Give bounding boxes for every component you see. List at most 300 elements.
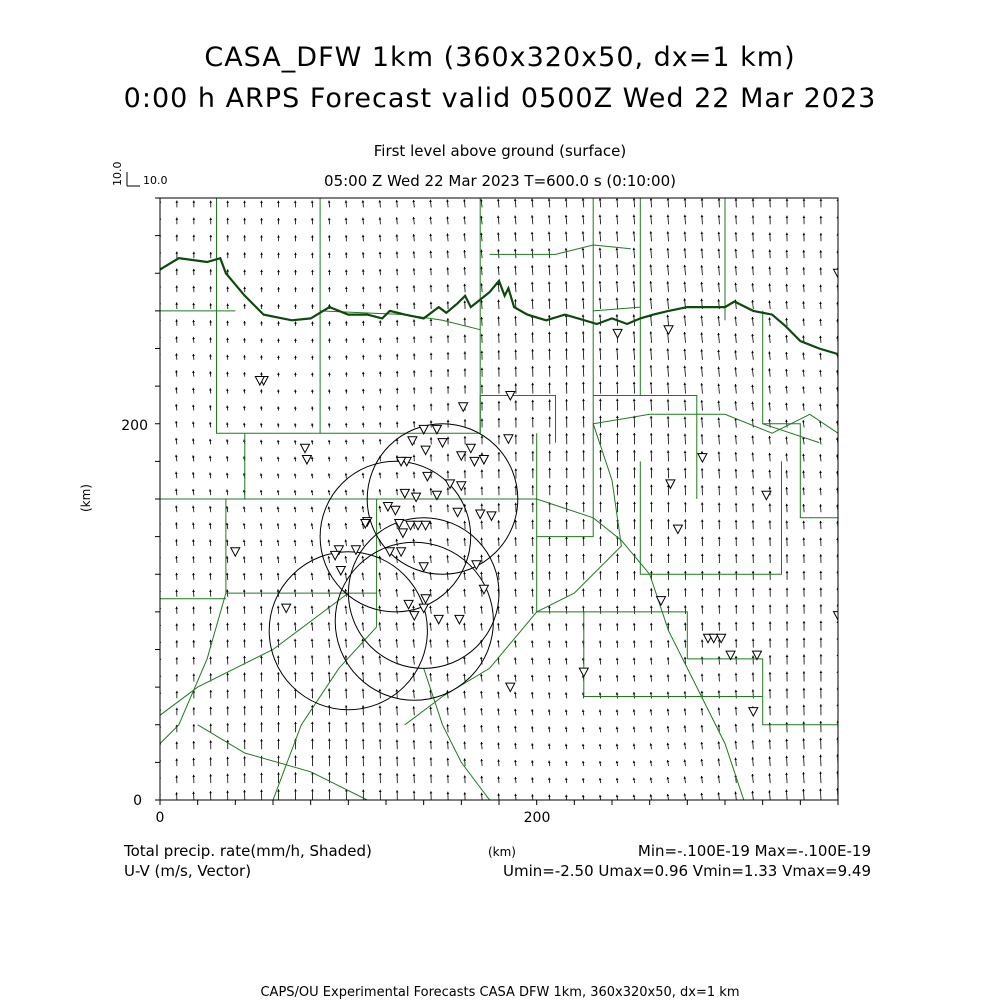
wind-vector-head	[531, 299, 534, 301]
wind-vector-head	[447, 335, 450, 337]
wind-vector-head	[650, 675, 653, 677]
wind-vector-head	[345, 355, 348, 357]
wind-vector-head	[463, 640, 466, 642]
wind-vector-head	[616, 298, 619, 300]
wind-vector-head	[192, 235, 195, 237]
wind-vector-head	[361, 622, 364, 624]
wind-vector-head	[260, 338, 263, 340]
wind-vector-head	[514, 383, 517, 385]
wind-vector-head	[514, 469, 517, 471]
wind-vector-head	[718, 232, 721, 234]
wind-vector-head	[396, 234, 399, 236]
wind-vector-head	[752, 537, 755, 539]
wind-vector-head	[192, 523, 195, 525]
wind-vector-head	[785, 352, 788, 354]
wind-vector-head	[379, 217, 382, 219]
wind-vector-head	[480, 725, 483, 727]
wind-vector-head	[209, 303, 212, 305]
wind-vector-head	[735, 690, 738, 692]
wind-vector-head	[328, 672, 331, 674]
wind-vector-head	[260, 321, 263, 323]
wind-vector-head	[785, 756, 788, 758]
wind-vector-head	[294, 373, 297, 375]
wind-vector-head	[752, 672, 755, 674]
wind-vector-head	[328, 253, 331, 255]
wind-vector-head	[379, 388, 382, 390]
wind-vector-head	[599, 416, 602, 418]
wind-vector-head	[650, 348, 653, 350]
wind-vector-head	[497, 726, 500, 728]
wind-vector-head	[599, 365, 602, 367]
wind-vector-head	[752, 503, 755, 505]
wind-vector-head	[515, 434, 518, 436]
wind-vector-head	[430, 420, 433, 422]
wind-vector-head	[294, 722, 297, 724]
wind-vector-head	[396, 286, 399, 288]
wind-vector-head	[751, 249, 754, 251]
wind-vector-head	[633, 450, 636, 452]
wind-vector-head	[497, 367, 500, 369]
wind-vector-head	[633, 314, 636, 316]
wind-vector-head	[752, 554, 755, 556]
wind-vector-head	[599, 450, 602, 452]
wind-vector-head	[464, 436, 467, 438]
wind-vector-head	[684, 215, 687, 217]
wind-vector-head	[429, 234, 432, 236]
wind-vector-head	[379, 371, 382, 373]
wind-vector-head	[209, 540, 212, 542]
wind-vector-head	[362, 235, 365, 237]
wind-vector-head	[786, 705, 789, 707]
station-marker	[698, 454, 707, 463]
wind-vector-head	[616, 281, 619, 283]
wind-vector-head	[701, 554, 704, 556]
wind-vector-head	[684, 674, 687, 676]
wind-vector-head	[429, 724, 432, 726]
wind-vector-head	[311, 218, 314, 220]
wind-vector-head	[497, 333, 500, 335]
wind-vector-head	[362, 372, 365, 374]
wind-vector-head	[294, 789, 297, 791]
wind-vector-head	[294, 772, 297, 774]
wind-vector-head	[548, 298, 551, 300]
wind-vector-head	[667, 536, 670, 538]
wind-vector-head	[667, 726, 670, 728]
station-marker	[664, 326, 673, 335]
wind-vector-head	[176, 201, 179, 203]
wind-vector-head	[718, 588, 721, 590]
wind-vector-head	[803, 604, 806, 606]
wind-vector-head	[362, 739, 365, 741]
wind-vector-head	[734, 350, 737, 352]
wind-vector-head	[481, 385, 484, 387]
wind-vector-head	[616, 658, 619, 660]
wind-vector-head	[192, 741, 195, 743]
wind-vector-head	[717, 384, 720, 386]
wind-vector-head	[396, 354, 399, 356]
wind-vector-head	[717, 367, 720, 369]
wind-vector-head	[209, 337, 212, 339]
wind-vector-head	[480, 776, 483, 778]
wind-vector-head	[430, 774, 433, 776]
wind-vector-head	[701, 232, 704, 234]
wind-vector-head	[616, 450, 619, 452]
wind-vector-head	[294, 672, 297, 674]
wind-vector-head	[192, 472, 195, 474]
wind-vector-head	[294, 218, 297, 220]
wind-vector-head	[531, 383, 534, 385]
wind-vector-head	[260, 201, 263, 203]
wind-vector-head	[497, 760, 500, 762]
wind-vector-head	[616, 640, 619, 642]
wind-vector-head	[751, 740, 754, 742]
wind-vector-head	[277, 739, 280, 741]
wind-vector-head	[192, 218, 195, 220]
wind-vector-head	[481, 368, 484, 370]
wind-vector-head	[497, 503, 500, 505]
wind-vector-head	[464, 351, 467, 353]
wind-vector-head	[412, 505, 415, 507]
wind-vector-head	[700, 742, 703, 744]
wind-vector-head	[447, 488, 450, 490]
wind-vector-head	[396, 773, 399, 775]
wind-vector-head	[514, 232, 517, 234]
wind-vector-head	[734, 792, 737, 794]
wind-vector-head	[599, 198, 602, 200]
wind-vector-head	[802, 403, 805, 405]
wind-vector-head	[650, 640, 653, 642]
wind-vector-head	[548, 623, 551, 625]
wind-vector-head	[277, 390, 280, 392]
wind-vector-head	[395, 639, 398, 641]
wind-vector-head	[717, 316, 720, 318]
wind-vector-head	[616, 248, 619, 250]
wind-vector-head	[209, 573, 212, 575]
wind-vector-head	[446, 200, 449, 202]
wind-vector-head	[209, 757, 212, 759]
wind-vector-head	[548, 232, 551, 234]
wind-vector-head	[226, 690, 229, 692]
wind-vector-head	[192, 252, 195, 254]
station-marker	[579, 668, 588, 677]
wind-vector-head	[785, 250, 788, 252]
wind-vector-head	[260, 253, 263, 255]
wind-vector-head	[751, 266, 754, 268]
wind-vector-head	[345, 406, 348, 408]
wind-vector-head	[565, 571, 568, 573]
wind-vector-head	[430, 791, 433, 793]
wind-vector-head	[819, 554, 822, 556]
wind-vector-head	[599, 248, 602, 250]
wind-vector-head	[395, 606, 398, 608]
wind-vector-head	[531, 282, 534, 284]
wind-vector-head	[820, 604, 823, 606]
station-marker	[400, 489, 409, 498]
wind-vector-head	[463, 691, 466, 693]
wind-vector-head	[328, 389, 331, 391]
wind-vector-head	[515, 452, 518, 454]
wind-vector-head	[446, 741, 449, 743]
wind-vector-head	[803, 199, 806, 201]
wind-vector-head	[752, 588, 755, 590]
wind-vector-head	[650, 231, 653, 233]
wind-vector-head	[565, 450, 568, 452]
wind-vector-head	[463, 623, 466, 625]
wind-vector-head	[734, 435, 737, 437]
station-marker	[749, 708, 758, 717]
wind-vector-head	[294, 270, 297, 272]
wind-vector-head	[819, 267, 822, 269]
wind-vector-head	[429, 200, 432, 202]
wind-vector-head	[412, 217, 415, 219]
wind-vector-head	[294, 201, 297, 203]
wind-vector-head	[582, 502, 585, 504]
wind-vector-head	[514, 199, 517, 201]
wind-vector-head	[599, 264, 602, 266]
wind-vector-head	[328, 473, 331, 475]
wind-vector-head	[565, 502, 568, 504]
wind-vector-head	[531, 451, 534, 453]
wind-vector-head	[803, 588, 806, 590]
wind-vector-head	[752, 232, 755, 234]
county-line	[480, 396, 555, 443]
wind-vector-head	[480, 504, 483, 506]
wind-vector-head	[243, 338, 246, 340]
wind-vector-head	[192, 354, 195, 356]
wind-vector-head	[650, 571, 653, 573]
wind-vector-head	[531, 232, 534, 234]
station-marker	[459, 403, 468, 412]
station-marker	[391, 506, 400, 515]
wind-vector-head	[548, 417, 551, 419]
wind-vector-head	[362, 218, 365, 220]
wind-vector-head	[582, 416, 585, 418]
wind-vector-head	[803, 705, 806, 707]
wind-vector-head	[413, 421, 416, 423]
wind-vector-head	[362, 722, 365, 724]
wind-vector-head	[633, 571, 636, 573]
reference-vector	[111, 162, 168, 188]
wind-vector-head	[345, 270, 348, 272]
reference-vector-label: 10.0	[143, 174, 168, 187]
wind-vector-head	[277, 356, 280, 358]
wind-vector-head	[769, 672, 772, 674]
wind-vector-head	[819, 789, 822, 791]
wind-vector-head	[684, 725, 687, 727]
wind-vector-head	[582, 519, 585, 521]
wind-vector-head	[667, 433, 670, 435]
wind-vector-head	[802, 487, 805, 489]
wind-vector-head	[464, 470, 467, 472]
wind-vector-head	[192, 792, 195, 794]
wind-vector-head	[430, 336, 433, 338]
wind-vector-head	[413, 404, 416, 406]
wind-vector-head	[379, 722, 382, 724]
wind-vector-head	[768, 470, 771, 472]
wind-vector-head	[531, 417, 534, 419]
wind-vector-head	[582, 331, 585, 333]
wind-vector-head	[209, 252, 212, 254]
wind-vector-head	[514, 709, 517, 711]
county-line	[593, 396, 697, 500]
wind-vector-head	[345, 772, 348, 774]
wind-vector-head	[311, 639, 314, 641]
wind-vector-head	[768, 419, 771, 421]
wind-vector-head	[684, 417, 687, 419]
wind-vector-head	[667, 777, 670, 779]
wind-vector-head	[379, 422, 382, 424]
wind-vector-head	[430, 268, 433, 270]
wind-vector-head	[328, 218, 331, 220]
wind-vector-head	[785, 790, 788, 792]
wind-vector-head	[582, 589, 585, 591]
wind-vector-head	[582, 265, 585, 267]
wind-vector-head	[718, 554, 721, 556]
wind-vector-head	[718, 673, 721, 675]
wind-vector-head	[192, 590, 195, 592]
wind-vector-head	[209, 405, 212, 407]
wind-vector-head	[497, 555, 500, 557]
wind-vector-head	[599, 382, 602, 384]
wind-vector-head	[243, 304, 246, 306]
axis-ticks	[155, 198, 838, 805]
wind-vector-head	[548, 399, 551, 401]
wind-vector-head	[701, 708, 704, 710]
wind-vector-head	[514, 249, 517, 251]
wind-vector-head	[667, 365, 670, 367]
wind-vector-head	[192, 337, 195, 339]
wind-vector-head	[599, 298, 602, 300]
wind-vector-head	[277, 789, 280, 791]
wind-vector-head	[768, 790, 771, 792]
wind-vector-head	[684, 537, 687, 539]
wind-vector-head	[328, 235, 331, 237]
station-marker	[726, 651, 735, 660]
wind-vector-head	[192, 707, 195, 709]
wind-vector-head	[819, 738, 822, 740]
wind-vector-head	[209, 506, 212, 508]
wind-vector-head	[531, 709, 534, 711]
wind-vector-head	[175, 404, 178, 406]
wind-vector-head	[243, 689, 246, 691]
wind-vector-head	[565, 248, 568, 250]
wind-vector-head	[633, 519, 636, 521]
wind-vector-head	[175, 539, 178, 541]
wind-vector-head	[667, 554, 670, 556]
wind-vector-head	[209, 320, 212, 322]
wind-vector-head	[734, 317, 737, 319]
wind-vector-head	[311, 457, 314, 459]
wind-vector-head	[700, 400, 703, 402]
wind-vector-head	[311, 473, 314, 475]
wind-vector-head	[463, 267, 466, 269]
wind-vector-head	[734, 249, 737, 251]
wind-vector-head	[802, 301, 805, 303]
station-marker	[408, 437, 417, 446]
wind-vector-head	[650, 467, 653, 469]
wind-vector-head	[481, 419, 484, 421]
wind-vector-head	[802, 789, 805, 791]
wind-vector-head	[786, 216, 789, 218]
wind-vector-head	[176, 691, 179, 693]
wind-vector-head	[582, 399, 585, 401]
wind-vector-head	[277, 689, 280, 691]
wind-vector-head	[226, 252, 229, 254]
wind-vector-head	[667, 657, 670, 659]
wind-vector-head	[599, 519, 602, 521]
wind-vector-head	[820, 638, 823, 640]
wind-vector-head	[768, 773, 771, 775]
wind-vector-head	[362, 439, 365, 441]
wind-vector-head	[684, 571, 687, 573]
wind-vector-head	[209, 201, 212, 203]
x-tick-0: 0	[155, 810, 165, 826]
wind-vector-head	[395, 589, 398, 591]
wind-vector-head	[311, 573, 314, 575]
wind-vector-head	[277, 705, 280, 707]
wind-vector-head	[294, 589, 297, 591]
wind-vector-head	[464, 368, 467, 370]
wind-vector-head	[820, 671, 823, 673]
wind-vector-head	[582, 215, 585, 217]
wind-vector-head	[243, 723, 246, 725]
wind-vector-head	[582, 298, 585, 300]
wind-vector-head	[734, 741, 737, 743]
wind-vector-head	[192, 775, 195, 777]
vector-field-label: U-V (m/s, Vector)	[124, 862, 252, 880]
wind-vector-head	[650, 519, 653, 521]
wind-vector-head	[667, 468, 670, 470]
wind-vector-head	[413, 319, 416, 321]
wind-vector-head	[209, 623, 212, 625]
wind-vector-head	[311, 606, 314, 608]
map-title-line2: 0:00 h ARPS Forecast valid 0500Z Wed 22 Mar 2023	[123, 83, 877, 114]
wind-vector-head	[328, 270, 331, 272]
wind-vector-head	[565, 298, 568, 300]
wind-vector-head	[700, 316, 703, 318]
wind-vector-head	[819, 319, 822, 321]
wind-vector-head	[277, 556, 280, 558]
wind-vector-head	[311, 556, 314, 558]
wind-vector-head	[175, 286, 178, 288]
wind-vector-head	[734, 266, 737, 268]
wind-vector-head	[616, 231, 619, 233]
wind-vector-head	[565, 365, 568, 367]
wind-vector-head	[345, 252, 348, 254]
wind-vector-head	[531, 537, 534, 539]
wind-vector-head	[277, 672, 280, 674]
wind-vector-head	[802, 369, 805, 371]
wind-vector-head	[175, 353, 178, 355]
wind-vector-head	[718, 690, 721, 692]
station-marker	[421, 446, 430, 455]
station-marker	[470, 457, 479, 466]
wind-vector-head	[463, 674, 466, 676]
wind-vector-head	[361, 573, 364, 575]
wind-vector-head	[379, 689, 382, 691]
wind-vector-head	[819, 488, 822, 490]
wind-vector-head	[498, 418, 501, 420]
wind-vector-head	[565, 332, 568, 334]
wind-vector-head	[785, 453, 788, 455]
credit-line: CAPS/OU Experimental Forecasts CASA DFW 1km, 360x320x50, dx=1 km	[260, 985, 740, 1000]
wind-vector-head	[464, 487, 467, 489]
wind-vector-head	[650, 416, 653, 418]
wind-vector-head	[396, 489, 399, 491]
wind-vector-head	[497, 232, 500, 234]
wind-vector-head	[260, 790, 263, 792]
wind-vector-head	[514, 572, 517, 574]
